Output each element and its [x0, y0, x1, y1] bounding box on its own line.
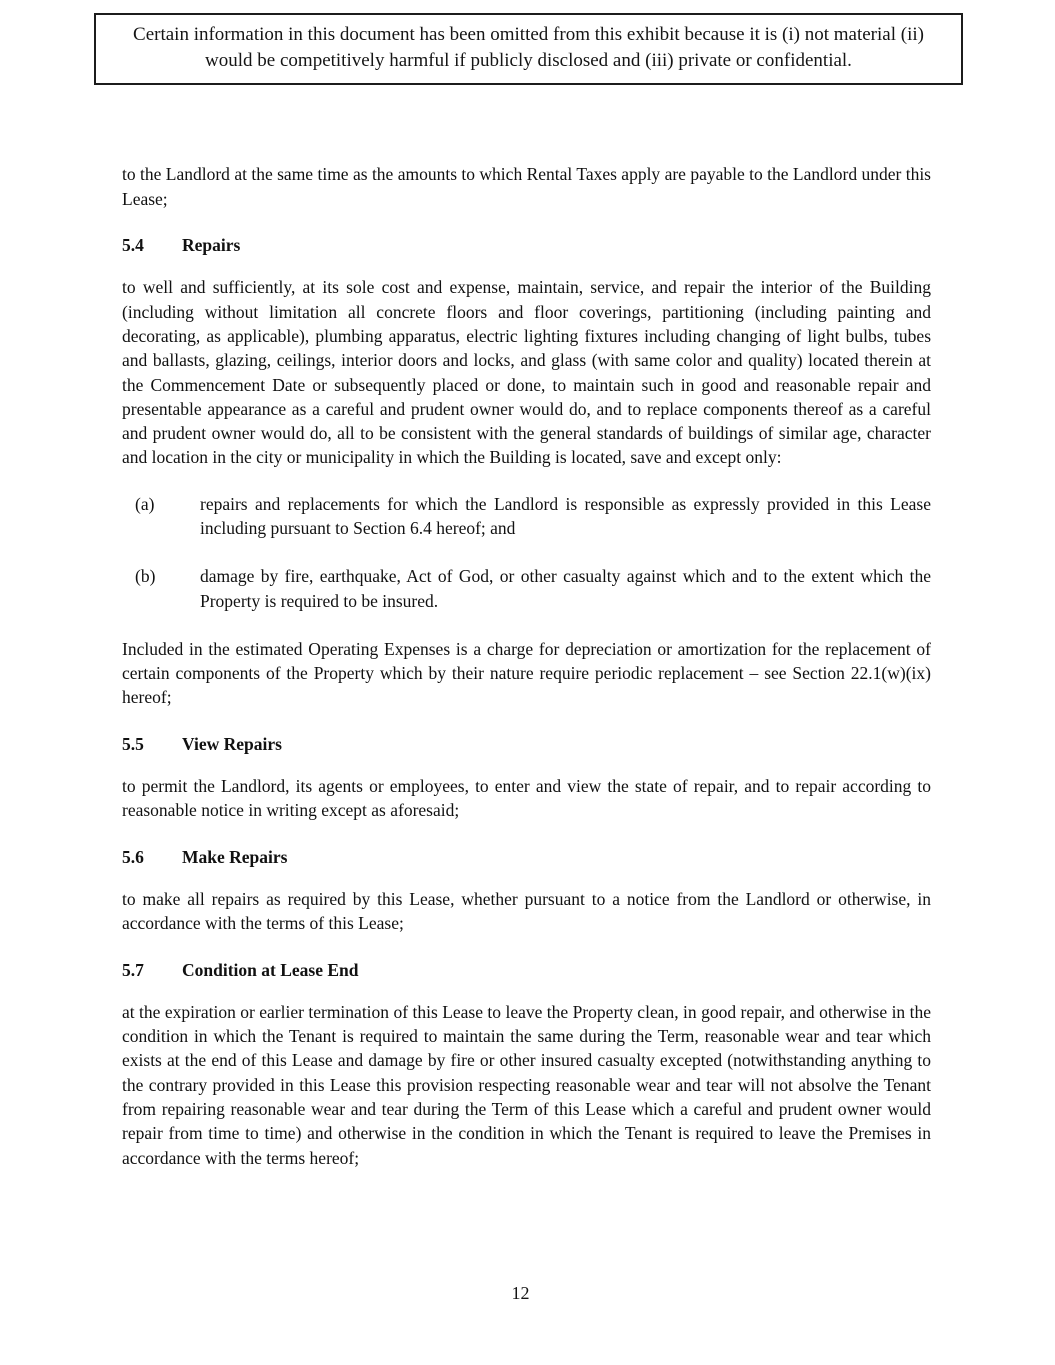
section-title-condition-at-lease-end: Condition at Lease End	[182, 959, 359, 980]
paragraph-operating-expenses: Included in the estimated Operating Expenses is a charge for depreciation or amortization for the replacement of certain components of the Property which by their nature require periodic replacement – see Section 22.1(w)(ix) hereof;	[122, 638, 931, 708]
list-item-b-text: damage by fire, earthquake, Act of God, or other casualty against which and to the extent which the Property is required to be insured.	[200, 566, 931, 611]
section-title-view-repairs: View Repairs	[182, 733, 282, 754]
list-item-b	[122, 564, 931, 613]
paragraph-5-4-body: to well and sufficiently, at its sole cost and expense, maintain, service, and repair the interior of the Building (including without limitation all concrete floors and floor coverings, partitioning (including painting and decorating, as applicable), plumbing apparatus, electric lighting fixtures including changing of light bulbs, tubes and ballasts, glazing, ceilings, interior doors and locks, and glass (with same color and quality) located therein at the Commencement Date or subsequently placed or done, to maintain such in good and reasonable repair and presentable appearance as a careful and prudent owner would do, and to replace components thereof as a careful and prudent owner would do, all to be consistent with the general standards of buildings of similar age, character and location in the city or municipality in which the Building is located, save and except only:	[122, 277, 931, 468]
page-number: 12	[511, 1283, 530, 1303]
section-number-5-6: 5.6	[122, 846, 144, 867]
confidentiality-notice-box	[94, 13, 963, 85]
section-number-5-5: 5.5	[122, 733, 144, 754]
section-number-5-7: 5.7	[122, 959, 144, 980]
confidentiality-notice-text: Certain information in this document has been omitted from this exhibit because it is (i) not material (ii) would be competitively harmful if publicly disclosed and (iii) private or confidential.	[133, 24, 924, 72]
list-marker-b: (b)	[135, 566, 156, 587]
section-heading-5-4	[122, 233, 931, 257]
list-marker-a: (a)	[135, 493, 155, 514]
paragraph-5-7-body: at the expiration or earlier termination of this Lease to leave the Property clean, in good repair, and otherwise in the condition in which the Tenant is required to maintain the same during the Term, reasonable wear and tear which exists at the end of this Lease and damage by fire or other insured casualty excepted (notwithstanding anything to the contrary provided in this Lease this provision respecting reasonable wear and tear will not absolve the Tenant from repairing reasonable wear and tear during the Term of this Lease which a careful and prudent owner would repair from time to time) and otherwise in the condition in which the Tenant is required to leave the Premises in accordance with the terms hereof;	[122, 1001, 931, 1168]
section-title-make-repairs: Make Repairs	[182, 846, 288, 867]
section-title-repairs: Repairs	[182, 235, 241, 256]
document-body	[0, 162, 1055, 1170]
section-heading-5-6	[122, 845, 931, 869]
section-heading-5-7	[122, 958, 931, 982]
paragraph-5-6-body: to make all repairs as required by this Lease, whether pursuant to a notice from the Landlord or otherwise, in accordance with the terms of this Lease;	[122, 888, 931, 934]
section-heading-5-5	[122, 732, 931, 756]
paragraph-rental-taxes: to the Landlord at the same time as the amounts to which Rental Taxes apply are payable to the Landlord under this Lease;	[122, 164, 931, 209]
section-number-5-4: 5.4	[122, 235, 144, 256]
paragraph-5-5-body: to permit the Landlord, its agents or employees, to enter and view the state of repair, and to repair according to reasonable notice in writing except as aforesaid;	[122, 776, 931, 821]
list-item-a	[122, 492, 931, 541]
list-item-a-text: repairs and replacements for which the Landlord is responsible as expressly provided in this Lease including pursuant to Section 6.4 hereof; and	[200, 493, 931, 538]
